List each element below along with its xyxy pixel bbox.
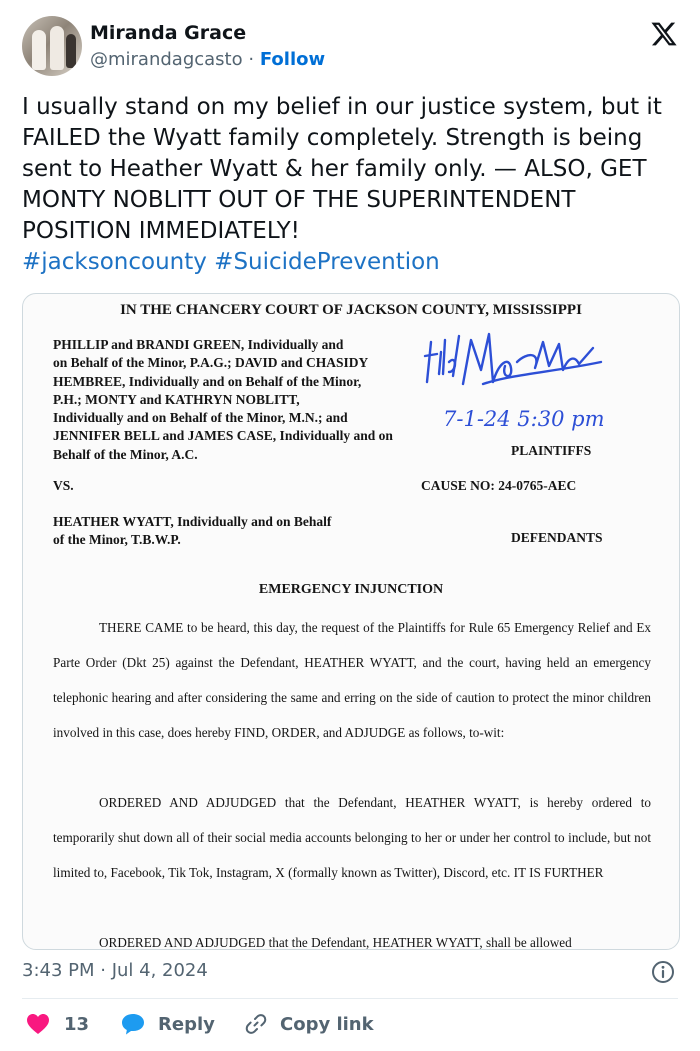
heart-icon bbox=[26, 1013, 50, 1035]
party-line: PHILLIP and BRANDI GREEN, Individually and bbox=[53, 337, 344, 352]
hashtag-suicideprevention[interactable]: #SuicidePrevention bbox=[214, 249, 440, 275]
cause-number: CAUSE NO: 24-0765-AEC bbox=[421, 478, 577, 493]
tweet-media-image[interactable] bbox=[22, 293, 680, 950]
info-icon[interactable] bbox=[651, 960, 675, 984]
versus-label: VS. bbox=[53, 478, 74, 493]
plaintiffs-label: PLAINTIFFS bbox=[511, 443, 592, 458]
party-line: P.H.; MONTY and KATHRYN NOBLITT, bbox=[53, 391, 300, 407]
order-paragraph-3 bbox=[53, 925, 651, 950]
reply-button[interactable] bbox=[120, 1008, 215, 1040]
author-name[interactable]: Miranda Grace bbox=[90, 22, 247, 44]
separator-dot: · bbox=[248, 49, 255, 70]
order-paragraph-1 bbox=[53, 610, 651, 750]
filed-stamp-signature bbox=[423, 322, 623, 432]
tweet-actions bbox=[22, 1008, 678, 1040]
paragraph-text: ORDERED AND ADJUDGED that the Defendant, HEATHER WYATT, shall be allowed bbox=[99, 935, 572, 950]
plaintiff-parties bbox=[53, 336, 473, 464]
tweet-text bbox=[22, 92, 678, 278]
divider bbox=[22, 998, 678, 999]
tweet-timestamp[interactable]: 3:43 PM · Jul 4, 2024 bbox=[22, 960, 208, 981]
paragraph-text: THERE CAME to be heard, this day, the request of the Plaintiffs for Rule 65 Emergency Relief and Ex Parte Order (Dkt 25) against the Defendant, HEATHER WYATT, and the court, having held an emergency telephonic hearing and after considering the same and erring on the side of caution to protect the minor children involved in this case, does hereby FIND, ORDER, and ADJUDGE as follows, to-wit: bbox=[53, 620, 651, 740]
x-logo-icon[interactable] bbox=[650, 20, 678, 48]
paragraph-text: ORDERED AND ADJUDGED that the Defendant, HEATHER WYATT, is hereby ordered to temporarily shut down all of their social media accounts belonging to her or under her control to include, but not limited to, Facebook, Tik Tok, Instagram, X (formally known as Twitter), Discord, etc. IT IS FURTHER bbox=[53, 795, 651, 880]
tweet-header bbox=[22, 16, 678, 76]
party-line: HEMBREE, Individually and on Behalf of the Minor, bbox=[53, 373, 362, 389]
party-line: Individually and on Behalf of the Minor, M.N.; and bbox=[53, 410, 348, 426]
copy-link-button[interactable] bbox=[244, 1008, 374, 1040]
party-line: Behalf of the Minor, A.C. bbox=[53, 446, 198, 462]
party-line: JENNIFER BELL and JAMES CASE, Individually and on bbox=[53, 428, 393, 444]
defendant-parties bbox=[53, 513, 413, 549]
like-button[interactable] bbox=[26, 1008, 89, 1040]
hashtag-jacksoncounty[interactable]: #jacksoncounty bbox=[22, 249, 207, 275]
tweet-body: I usually stand on my belief in our justice system, but it FAILED the Wyatt family completely. Strength is being sent to Heather Wyatt & her family only. — ALSO, GET MONTY NOBLITT OUT OF THE SUPERINTENDENT POSITION IMMEDIATELY! bbox=[22, 94, 662, 244]
order-paragraph-2 bbox=[53, 785, 651, 890]
party-line: HEATHER WYATT, Individually and on Behalf bbox=[53, 514, 332, 529]
stamp-filed-text: Filed bbox=[431, 332, 434, 333]
defendants-label: DEFENDANTS bbox=[511, 530, 603, 545]
copy-link-label: Copy link bbox=[280, 1013, 374, 1035]
follow-button[interactable]: Follow bbox=[259, 49, 326, 70]
link-icon bbox=[244, 1012, 268, 1036]
reply-label: Reply bbox=[158, 1013, 215, 1035]
reply-bubble-icon bbox=[120, 1012, 146, 1036]
party-line: on Behalf of the Minor, P.A.G.; DAVID and CHASIDY bbox=[53, 355, 369, 371]
court-document bbox=[23, 294, 679, 949]
stamp-date-text: 7-1-24 5:30 pm bbox=[443, 407, 605, 431]
injunction-title: EMERGENCY INJUNCTION bbox=[258, 582, 444, 597]
author-handle-row bbox=[90, 49, 325, 70]
party-line: of the Minor, T.B.W.P. bbox=[53, 532, 181, 547]
court-heading: IN THE CHANCERY COURT OF JACKSON COUNTY, MISSISSIPPI bbox=[120, 302, 582, 318]
avatar[interactable] bbox=[22, 16, 82, 76]
like-count: 13 bbox=[64, 1013, 90, 1035]
author-handle[interactable]: @mirandagcasto bbox=[90, 49, 243, 70]
